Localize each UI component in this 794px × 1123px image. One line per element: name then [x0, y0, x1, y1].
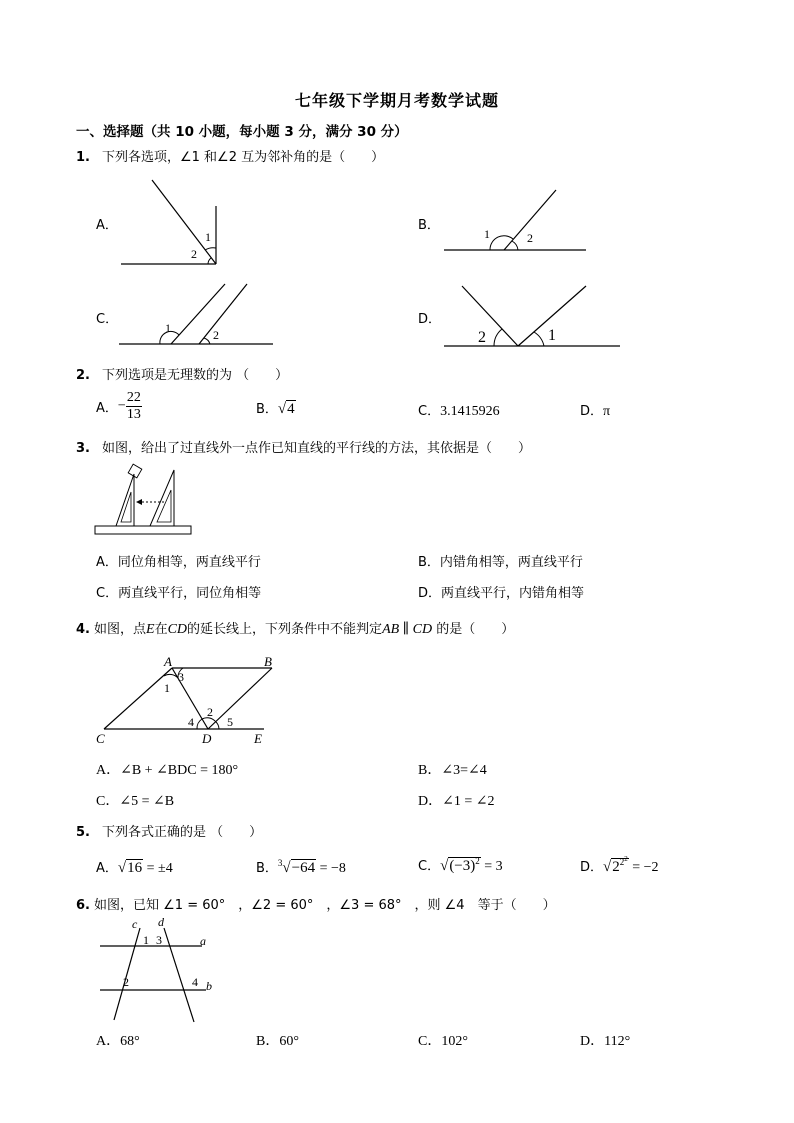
- question-number: 3.: [76, 441, 90, 456]
- line-label: a: [200, 934, 206, 948]
- option-label: C．: [418, 404, 441, 419]
- option-label: B．: [256, 402, 278, 417]
- option-value: 3.1415926: [440, 404, 500, 419]
- angle-label: 4: [192, 975, 198, 989]
- question-2: [76, 364, 288, 383]
- q6-option-c[interactable]: C．102°: [418, 1034, 468, 1049]
- q1-option-d-label[interactable]: D．: [418, 312, 442, 327]
- q3-option-b[interactable]: B．内错角相等，两直线平行: [418, 555, 583, 570]
- q4-figure-parallelogram: [94, 652, 284, 747]
- q5-option-b[interactable]: [256, 857, 346, 877]
- option-value: π: [603, 404, 611, 419]
- q1-figure-d: [440, 282, 625, 350]
- equation-rhs: = 3: [480, 859, 503, 874]
- q6-option-b[interactable]: B．60°: [256, 1034, 299, 1049]
- angle-label: 3: [156, 933, 162, 947]
- option-label: D．: [580, 860, 604, 875]
- q2-option-b[interactable]: [256, 398, 296, 418]
- question-text: 下列各式正确的是 （ ）: [102, 825, 263, 840]
- q1-option-a-label[interactable]: A．: [96, 218, 118, 233]
- q5-option-a[interactable]: [96, 857, 173, 877]
- denominator: 13: [126, 407, 141, 422]
- option-label: A．: [96, 401, 118, 416]
- q4-option-b[interactable]: B．∠3=∠4: [418, 763, 487, 778]
- q4-option-a[interactable]: A．∠B + ∠BDC = 180°: [96, 763, 239, 778]
- question-text: 如图，点: [94, 622, 147, 637]
- q2-option-a[interactable]: [96, 390, 142, 423]
- q3-option-d[interactable]: D．两直线平行，内错角相等: [418, 586, 585, 601]
- section-heading: 一、选择题（共 10 小题，每小题 3 分，满分 30 分）: [76, 124, 408, 140]
- question-number: 4.: [76, 622, 90, 637]
- point-label: D: [202, 731, 212, 746]
- q6-figure-lines: [94, 915, 219, 1028]
- point-label: C: [96, 731, 105, 746]
- question-text: 的是（ ）: [432, 622, 515, 637]
- q3-option-c[interactable]: C．两直线平行，同位角相等: [96, 586, 262, 601]
- question-number: 2.: [76, 368, 90, 383]
- q4-option-c[interactable]: C．∠5 = ∠B: [96, 794, 175, 809]
- page-title: 七年级下学期月考数学试题: [294, 91, 499, 110]
- q3-option-a[interactable]: A．同位角相等，两直线平行: [96, 555, 261, 570]
- angle-label: 4: [188, 715, 194, 729]
- option-label: D．: [580, 404, 604, 419]
- angle-label: 1: [205, 230, 211, 244]
- q2-option-c[interactable]: [418, 400, 500, 420]
- question-text: 在: [154, 622, 168, 637]
- question-number: 1.: [76, 150, 90, 165]
- q1-option-b-label[interactable]: B．: [418, 218, 440, 233]
- radicand: (−3): [449, 858, 476, 874]
- angle-label: 2: [478, 329, 486, 346]
- line-label: b: [206, 979, 212, 993]
- q5-option-c[interactable]: [418, 855, 503, 875]
- option-label: A．: [96, 861, 118, 876]
- square-root: $√(-3)^2$: [440, 856, 480, 874]
- question-text: 的延长线上，下列条件中不能判定: [187, 622, 383, 637]
- minus-sign: −: [117, 398, 126, 414]
- exponent: 2: [624, 855, 628, 863]
- cube-root: $^3$√−64: [277, 858, 316, 876]
- angle-label: 1: [143, 933, 149, 947]
- question-text: 如图，给出了过直线外一点作已知直线的平行线的方法，其依据是（ ）: [102, 441, 532, 456]
- q2-option-d[interactable]: [580, 400, 610, 420]
- question-6: [76, 894, 556, 913]
- point-label: B: [264, 654, 272, 669]
- line-label: d: [158, 915, 164, 929]
- question-number: 6.: [76, 898, 90, 913]
- root-index: 3: [277, 858, 283, 868]
- question-1: [76, 146, 384, 165]
- q6-option-a[interactable]: A．68°: [96, 1034, 140, 1049]
- equation-rhs: = −2: [628, 860, 659, 875]
- question-3: [76, 437, 531, 456]
- exponent: 2: [619, 857, 625, 867]
- angle-label: 2: [207, 705, 213, 719]
- square-root: √4: [277, 401, 295, 417]
- angle-label: 2: [527, 231, 533, 245]
- angle-label: 2: [213, 328, 219, 342]
- square-root: $√2^{2^2}$: [603, 855, 628, 875]
- equation-rhs: = ±4: [143, 861, 173, 876]
- angle-label: 1: [164, 681, 170, 695]
- question-4: [76, 618, 514, 638]
- angle-label: 5: [227, 715, 233, 729]
- angle-label: 1: [165, 321, 171, 335]
- option-label: C．: [418, 859, 441, 874]
- q4-option-d[interactable]: D．∠1 = ∠2: [418, 794, 495, 809]
- angle-label: 3: [178, 670, 184, 684]
- angle-label: 1: [548, 327, 556, 344]
- question-5: [76, 821, 262, 840]
- question-number: 5.: [76, 825, 90, 840]
- question-text: 下列各选项，∠1 和∠2 互为邻补角的是（ ）: [102, 150, 385, 165]
- point-label: E: [254, 731, 262, 746]
- point-label: A: [164, 654, 172, 669]
- angle-label: 2: [191, 247, 197, 261]
- equation-rhs: = −8: [316, 861, 346, 876]
- angle-label: 2: [123, 975, 129, 989]
- line-label: c: [132, 917, 138, 931]
- q1-figure-b: [440, 186, 590, 256]
- fraction: [126, 390, 142, 423]
- angle-label: 1: [484, 227, 490, 241]
- parallel-condition: AB ∥ CD: [382, 622, 433, 637]
- numerator: 22: [126, 390, 141, 405]
- question-text: 下列选项是无理数的为 （ ）: [102, 368, 289, 383]
- question-text: 如图，已知 ∠1 = 60° ，∠2 = 60° ，∠3 = 68° ，则 ∠4 等于（ ）: [94, 898, 556, 913]
- line-cd: CD: [167, 622, 188, 637]
- q1-option-c-label[interactable]: C．: [96, 312, 119, 327]
- square-root: √16: [117, 860, 143, 876]
- q5-option-d[interactable]: [580, 855, 659, 876]
- radicand: 2: [612, 859, 620, 875]
- q1-figure-a: [115, 176, 225, 271]
- q6-option-d[interactable]: D．112°: [580, 1034, 631, 1049]
- q1-figure-c: [115, 282, 280, 350]
- option-label: B．: [256, 861, 278, 876]
- exponent: 2: [475, 856, 480, 866]
- q3-figure-ruler-set-square: [94, 462, 194, 542]
- point-e: E: [146, 622, 155, 637]
